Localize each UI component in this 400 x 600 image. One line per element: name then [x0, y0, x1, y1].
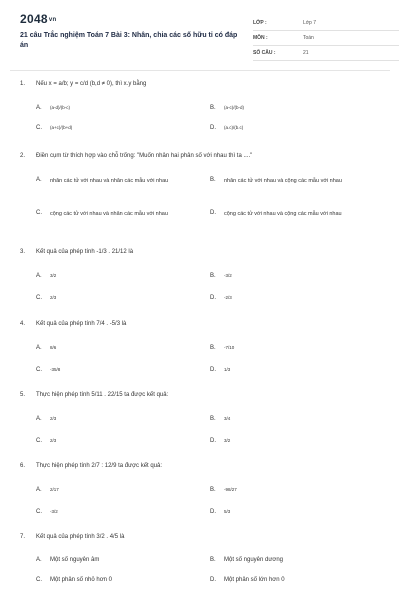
- meta-label: LỚP :: [253, 20, 267, 26]
- option-value: 2/3: [50, 438, 57, 443]
- option-c[interactable]: [36, 438, 56, 444]
- option-value: Một phân số lớn hơn 0: [224, 577, 285, 583]
- option-a[interactable]: [36, 273, 56, 279]
- question-number: 5.: [20, 392, 26, 398]
- header-divider: [10, 70, 390, 71]
- option-letter: C.: [36, 210, 42, 216]
- question-text: [20, 533, 385, 543]
- option-d[interactable]: [210, 367, 230, 373]
- option-letter: B.: [210, 345, 216, 351]
- option-value: 3/2: [50, 273, 57, 278]
- question-text: [20, 391, 385, 401]
- option-c[interactable]: [36, 125, 72, 131]
- meta-row-subject: [253, 31, 399, 46]
- option-value: Một phân số nhỏ hơn 0: [50, 577, 112, 583]
- option-value: (a-d)/(b-c): [50, 105, 70, 110]
- logo-suffix: vn: [48, 16, 57, 23]
- option-letter: B.: [210, 487, 216, 493]
- option-letter: C.: [36, 438, 42, 444]
- option-b[interactable]: [210, 557, 283, 563]
- meta-row-count: [253, 46, 399, 61]
- option-value: Một số nguyên dương: [224, 557, 283, 563]
- option-letter: B.: [210, 557, 216, 563]
- page-title: 21 câu Trắc nghiệm Toán 7 Bài 3: Nhân, chia các số hữu tỉ có đáp án: [20, 32, 238, 49]
- option-value: Một số nguyên âm: [50, 557, 100, 563]
- option-value: 2/17: [50, 487, 59, 492]
- option-value: nhân các tử với nhau và cộng các mẫu với nhau: [224, 178, 342, 184]
- option-value: -3/2: [224, 273, 232, 278]
- option-c[interactable]: [36, 295, 56, 301]
- question-body: Kết quả của phép tính 3/2 . 4/5 là: [36, 534, 125, 540]
- option-value: -7/10: [224, 345, 235, 350]
- meta-label: MÔN :: [253, 35, 268, 41]
- option-b[interactable]: [210, 487, 237, 493]
- option-a[interactable]: [36, 487, 59, 493]
- option-value: -98/27: [224, 487, 237, 492]
- option-value: 2/3: [50, 295, 57, 300]
- meta-row-class: [253, 16, 399, 31]
- option-letter: B.: [210, 105, 216, 111]
- option-a[interactable]: [36, 416, 56, 422]
- meta-value: Lớp 7: [303, 20, 317, 26]
- meta-value: 21: [303, 50, 309, 56]
- option-b[interactable]: [210, 416, 230, 422]
- option-letter: C.: [36, 295, 42, 301]
- question-2: [20, 152, 385, 248]
- option-c[interactable]: [36, 509, 58, 515]
- option-value: (a.c)/(b.c): [224, 125, 244, 130]
- option-d[interactable]: [210, 577, 285, 583]
- meta-label: SỐ CÂU :: [253, 50, 276, 56]
- question-text: [20, 462, 385, 472]
- option-value: 1/3: [224, 367, 231, 372]
- option-value: -2/3: [224, 295, 232, 300]
- question-number: 7.: [20, 534, 26, 540]
- site-logo[interactable]: [20, 12, 57, 26]
- question-number: 2.: [20, 153, 26, 159]
- option-d[interactable]: [210, 438, 230, 444]
- option-a[interactable]: [36, 345, 56, 351]
- question-number: 3.: [20, 249, 26, 255]
- question-body: Nếu x = a/b; y = c/d (b,d ≠ 0), thì x.y bằng: [36, 81, 147, 87]
- option-letter: A.: [36, 177, 42, 183]
- option-a[interactable]: [36, 177, 195, 186]
- question-5: [20, 391, 385, 462]
- option-b[interactable]: [210, 105, 244, 111]
- meta-value: Toán: [303, 35, 314, 41]
- option-value: 3/4: [224, 416, 231, 421]
- question-7: [20, 533, 385, 593]
- logo-text: 2048: [20, 12, 48, 26]
- option-letter: D.: [210, 367, 216, 373]
- question-number: 1.: [20, 81, 26, 87]
- option-letter: D.: [210, 295, 216, 301]
- option-letter: C.: [36, 125, 42, 131]
- option-letter: B.: [210, 416, 216, 422]
- option-value: cộng các tử với nhau và cộng các mẫu với nhau: [224, 211, 342, 217]
- option-a[interactable]: [36, 557, 99, 563]
- option-letter: D.: [210, 438, 216, 444]
- option-c[interactable]: [36, 367, 60, 373]
- option-letter: A.: [36, 487, 42, 493]
- quiz-meta: [253, 16, 399, 61]
- option-value: -3/2: [50, 509, 58, 514]
- option-b[interactable]: [210, 273, 232, 279]
- option-letter: A.: [36, 345, 42, 351]
- question-body: Kết quả của phép tính -1/3 . 21/12 là: [36, 249, 134, 255]
- question-1: [20, 80, 385, 152]
- question-4: [20, 320, 385, 391]
- option-letter: B.: [210, 273, 216, 279]
- option-letter: B.: [210, 177, 216, 183]
- question-text: [20, 152, 385, 162]
- option-letter: C.: [36, 577, 42, 583]
- option-c[interactable]: [36, 577, 112, 583]
- option-d[interactable]: [210, 210, 369, 219]
- question-number: 4.: [20, 321, 26, 327]
- option-d[interactable]: [210, 125, 243, 131]
- option-b[interactable]: [210, 345, 234, 351]
- option-letter: A.: [36, 105, 42, 111]
- option-letter: A.: [36, 416, 42, 422]
- question-3: [20, 248, 385, 320]
- question-number: 6.: [20, 463, 26, 469]
- option-value: 5/3: [224, 509, 231, 514]
- question-text: [20, 248, 385, 258]
- option-letter: D.: [210, 577, 216, 583]
- option-letter: D.: [210, 210, 216, 216]
- question-text: [20, 320, 385, 330]
- question-body: Điền cụm từ thích hợp vào chỗ trống: "Muốn nhân hai phân số với nhau thì ta ....": [36, 153, 253, 159]
- option-letter: C.: [36, 509, 42, 515]
- question-text: [20, 80, 385, 90]
- option-value: 3/2: [224, 438, 231, 443]
- option-d[interactable]: [210, 509, 230, 515]
- option-letter: D.: [210, 509, 216, 515]
- question-6: [20, 462, 385, 533]
- option-b[interactable]: [210, 177, 369, 186]
- option-d[interactable]: [210, 295, 232, 301]
- option-value: 2/3: [50, 416, 57, 421]
- question-body: Thực hiện phép tính 5/11 . 22/15 ta được kết quả:: [36, 392, 169, 398]
- question-list: [20, 80, 385, 593]
- option-value: nhân các tử với nhau và nhân các mẫu với nhau: [50, 178, 169, 184]
- option-value: 8/6: [50, 345, 57, 350]
- option-c[interactable]: [36, 210, 195, 219]
- question-body: Kết quả của phép tính 7/4 . -5/3 là: [36, 321, 127, 327]
- option-letter: A.: [36, 557, 42, 563]
- option-value: (a+c)/(b+d): [50, 125, 73, 130]
- question-body: Thực hiện phép tính 2/7 : 12/9 ta được kết quả:: [36, 463, 163, 469]
- option-value: -35/8: [50, 367, 61, 372]
- option-value: (a-c)/(b-d): [224, 105, 244, 110]
- option-letter: D.: [210, 125, 216, 131]
- header: [20, 12, 380, 62]
- option-value: cộng các tử với nhau và nhân các mẫu với nhau: [50, 211, 168, 217]
- option-letter: C.: [36, 367, 42, 373]
- option-letter: A.: [36, 273, 42, 279]
- option-a[interactable]: [36, 105, 70, 111]
